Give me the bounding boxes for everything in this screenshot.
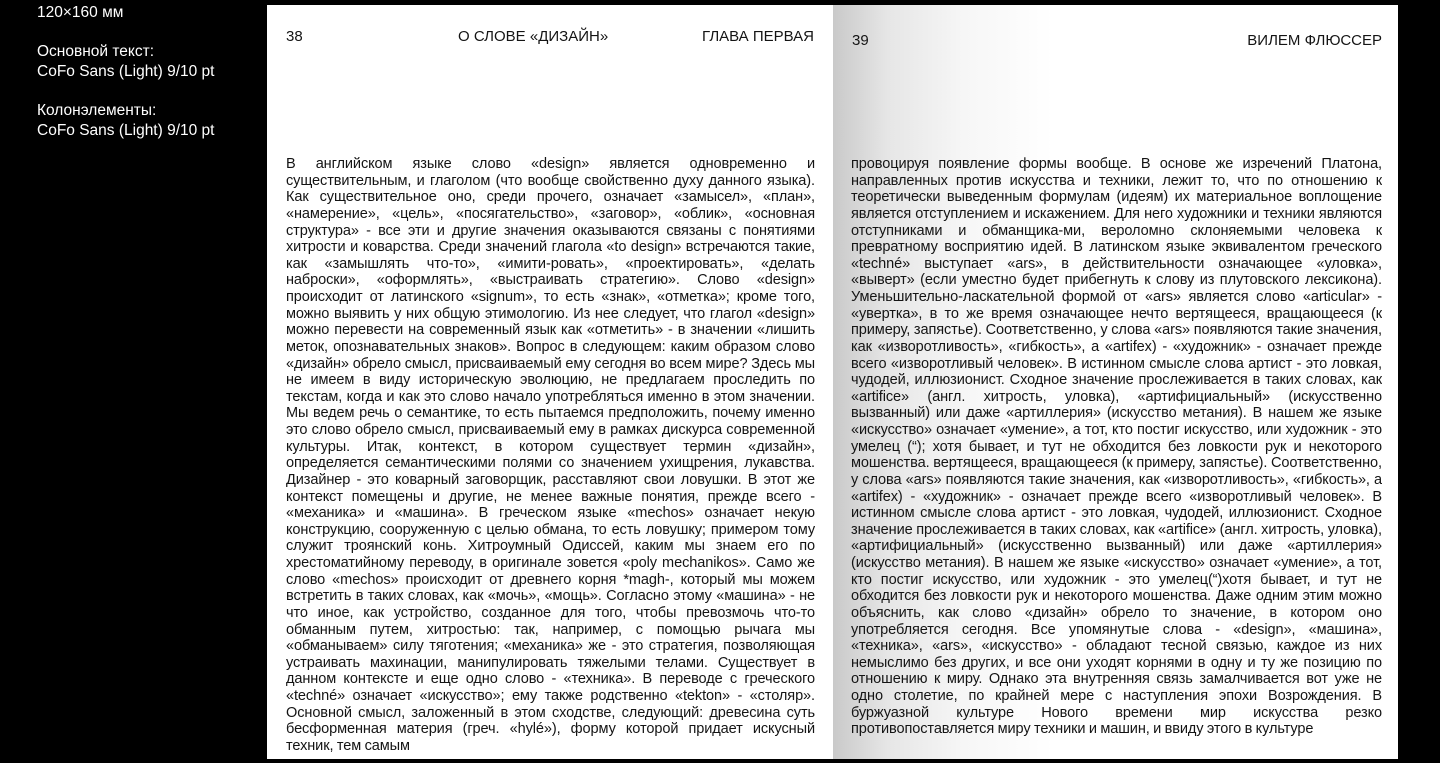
column-elements-font: CoFo Sans (Light) 9/10 pt bbox=[37, 122, 215, 139]
right-running-head bbox=[852, 31, 1382, 51]
main-text-font: CoFo Sans (Light) 9/10 pt bbox=[37, 63, 215, 80]
right-body-text bbox=[851, 156, 1382, 755]
author-name: ВИЛЕМ ФЛЮССЕР bbox=[1247, 32, 1382, 49]
running-title: О СЛОВЕ «ДИЗАЙН» bbox=[458, 28, 609, 45]
left-body-text bbox=[286, 156, 815, 755]
right-paragraph: провоцируя появление формы вообще. В основе же изречений Платона, направленных против искусства и техники, лежит то, что по отношению к теоретически выведенным формулам (идеям) их материальное воплощение является отступлением и искажением. Для него художники и техники являются отступниками и обманщика-ми, вероломно склоняемыми человека к превратному восприятию идей. В латинском языке эквивалентом греческого «techné» выступает «ars», в действительности означающее «уловка», «выверт» (если уместно будет прибегнуть к слову из плутовского лексикона). Уменьшительно-ласкательной формой от «ars» является слово «articular» - «увертка», в то же время означающее нечто вертящееся, вращающееся (к примеру, запястье). Соответственно, у слова «ars» появляются такие значения, как «изворотливость», «гибкость», а «artifex) - «художник» - означает прежде всего «изворотливый человек». В истинном смысле слова артист - это ловкая, чудодей, иллюзионист. Сходное значение прослеживается в таких словах, как «artifice» (англ. хитрость, уловка), «артифициальный» (искусственно вызванный) или даже «артиллерия» (искусство метания). В нашем же языке «искусство» означает «умение», а тот, кто постиг искусство, или художник - это умелец (“); хотя бывает, и тут не обходится без ловкости рук и некоторого мошенства. вертящееся, вращающееся (к примеру, запястье). Соответственно, у слова «ars» появляются такие значения, как «изворотливость», «гибкость», а «artifex) - «художник» - означает прежде всего «изворотливый человек». В истинном смысле слова артист - это ловкая, чудодей, иллюзионист. Сходное значение прослеживается в таких словах, как «artifice» (англ. хитрость, уловка), «артифициальный» (искусственно вызванный) или даже «артиллерия» (искусство метания). В нашем же языке «искусство» означает «умение», а тот, кто постиг искусство, или художник - это умелец(“)хотя бывает, и тут не обходится без ловкости рук и некоторого мошенства. Даже одним этим можно объяснить, как слово «дизайн» обрело то значение, в котором оно употребляется сегодня. Все упомянутые слова - «design», «машина», «техника», «ars», «искусство» - обладают тесной связью, каждое из них немыслимо без других, и все они уходят корнями в одну и ту же позицию по отношению к миру. Однако эта внутренняя связь замалчивается вот уже не одно столетие, по крайней мере с наступления эпохи Возрождения. В буржуазной культуре Нового времени мир искусства резко противопоставляется миру техники и машин, и ввиду этого в культуре bbox=[851, 156, 1382, 738]
right-page bbox=[833, 5, 1398, 759]
layout-specs-panel bbox=[37, 3, 257, 141]
main-text-label: Основной текст: bbox=[37, 43, 155, 60]
chapter-title: ГЛАВА ПЕРВАЯ bbox=[702, 28, 814, 45]
page-number-left: 38 bbox=[286, 28, 303, 45]
left-running-head bbox=[286, 27, 814, 47]
left-page bbox=[267, 5, 833, 759]
page-number-right: 39 bbox=[852, 32, 869, 49]
format-size: 120×160 мм bbox=[37, 4, 124, 21]
left-paragraph: В английском языке слово «design» является одновременно и существительным, и глаголом (что вообще свойственно духу данного языка). Как существительное оно, среди прочего, означает «замысел», «план», «намерение», «цель», «посягательство», «заговор», «облик», «основная структура» - все эти и другие значения оказываются связаны с понятиями хитрости и коварства. Среди значений глагола «to design» встречаются такие, как «замышлять что-то», «имити-ровать», «проектировать», «делать наброски», «оформлять», «выстраивать стратегию». Слово «design» происходит от латинского «signum», то есть «знак», «отметка»; кроме того, можно выявить у них общую этимологию. Из нее следует, что глагол «design» можно перевести на современный язык как «отметить» - в значении «лишить меток, опознавательных знаков». Вопрос в следующем: каким образом слово «дизайн» обрело смысл, присваиваемый ему сегодня во всем мире? Здесь мы не имеем в виду историческую эволюцию, не предлагаем проследить по текстам, когда и как это слово начало употребляться именно в этом значении. Мы ведем речь о семантике, то есть пытаемся предположить, почему именно это слово обрело смысл, присваиваемый ему в рамках дискурса современной культуры. Итак, контекст, в котором существует термин «дизайн», определяется семантическими полями со значением ухищрения, лукавства. Дизайнер - это коварный заговорщик, расставляют свои ловушки. В этот же контекст помещены и другие, не менее важные понятия, прежде всего - «механика» и «машина». В греческом языке «mechos» означает некую конструкцию, сооруженную с целью обмана, то есть ловушку; примером тому служит троянский конь. Хитроумный Одиссей, каким мы знаем его по хрестоматийному переводу, в оригинале зовется «poly mechanikos». Само же слово «mechos» происходит от древнего корня *magh-, который мы можем встретить в таких словах, как «мочь», «мощь». Согласно этому «машина» - не что иное, как устройство, созданное для того, чтобы превозмочь что-то обманным путем, хитростью: так, например, с помощью рычага мы «обманываем» силу тяготения; «механика» же - это стратегия, позволяющая устраивать махинации, манипулировать тяжелыми телами. Существует в данном контексте и еще одно слово - «техника». В переводе с греческого «techné» означает «искусство»; ему также родственно «tekton» - «столяр». Основной смысл, заложенный в этом сходстве, следующий: древесина суть бесформенная материя (греч. «hylé»), форму которой придает искусный техник, тем самым bbox=[286, 156, 815, 754]
column-elements-label: Колонэлементы: bbox=[37, 102, 157, 119]
